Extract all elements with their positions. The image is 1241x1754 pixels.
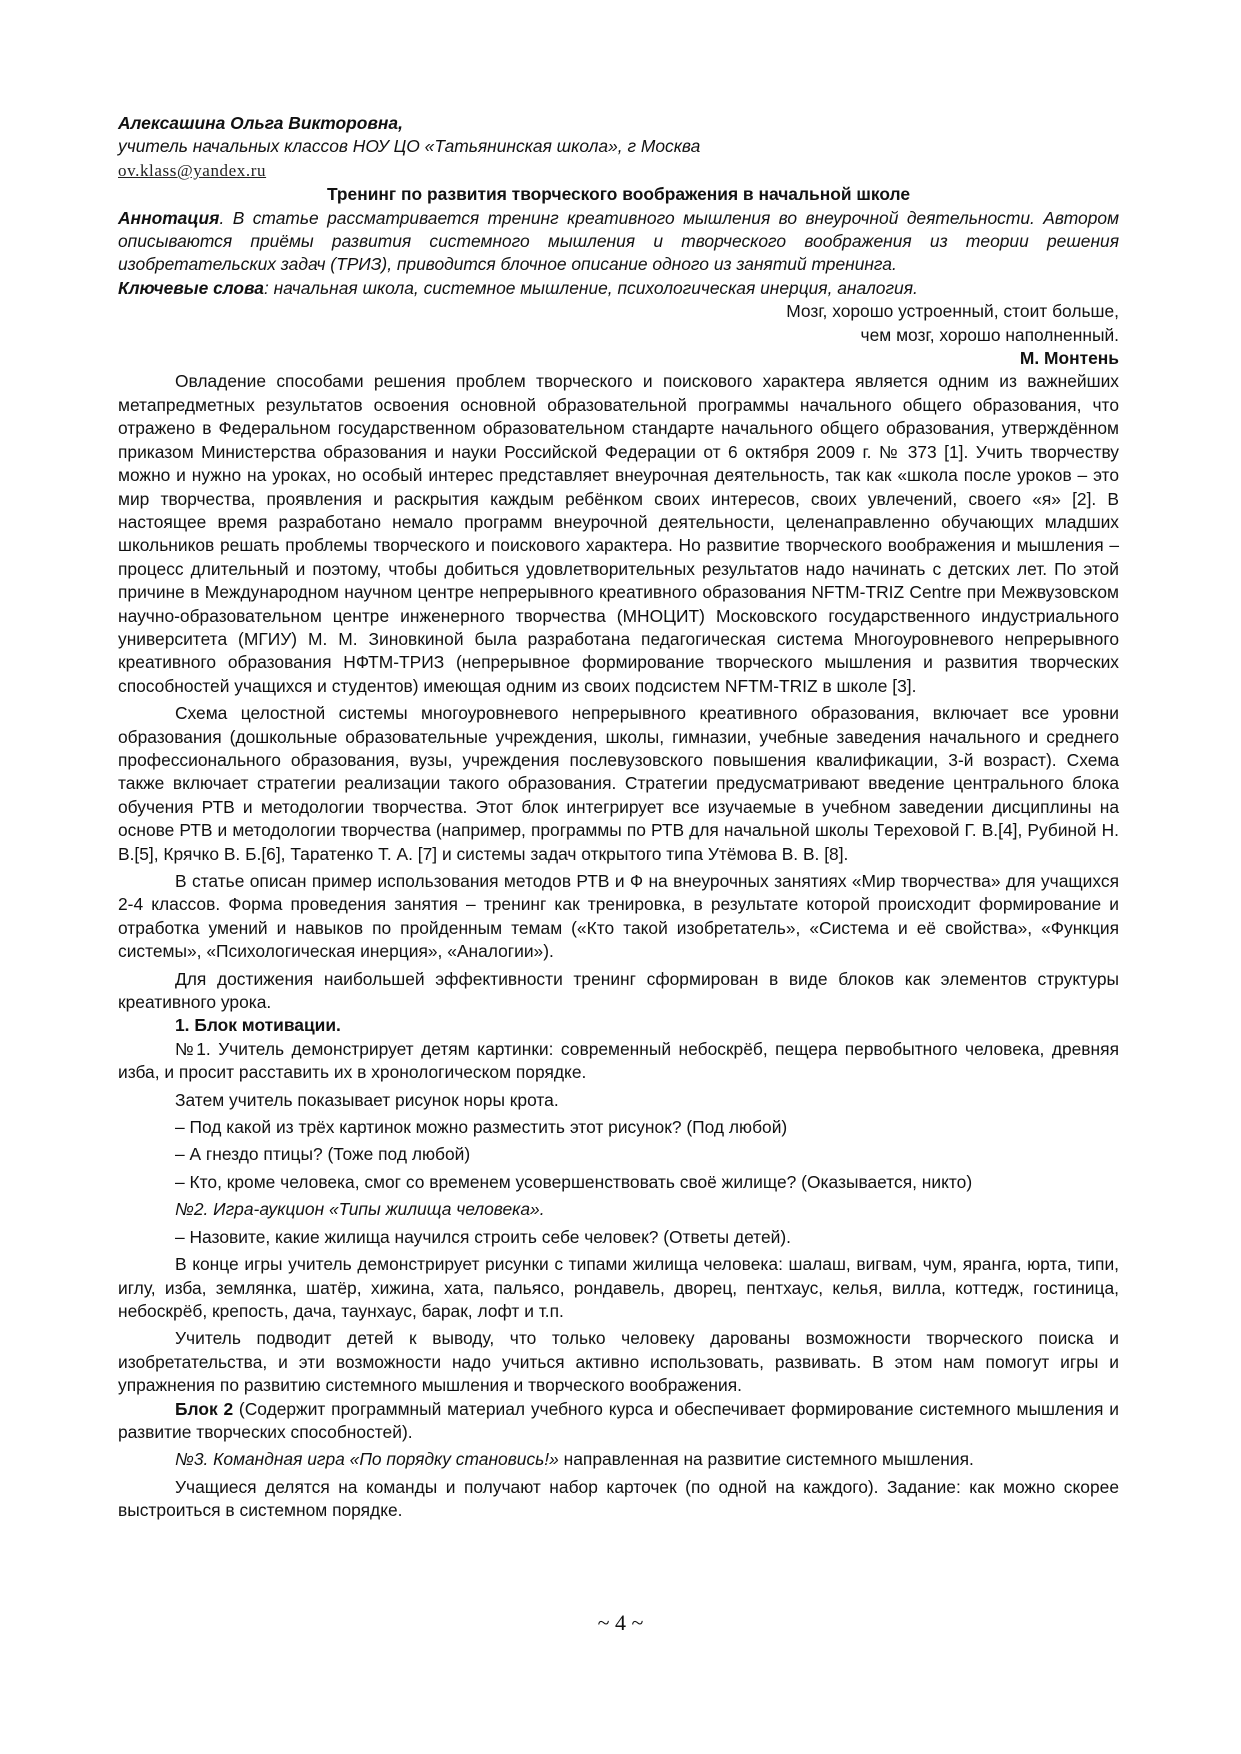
block2-text: (Содержит программный материал учебного курса и обеспечивает формирование системного мышления и развитие творческих способностей). — [118, 1398, 1119, 1442]
block2-item-3-title: №3. Командная игра «По порядку становись!» — [175, 1449, 559, 1470]
author-email-link[interactable]: ov.klass@yandex.ru — [118, 160, 267, 180]
author-name: Алексашина Ольга Викторовна, — [118, 113, 403, 133]
paragraph-3: В статье описан пример использования методов РТВ и Ф на внеурочных занятиях «Мир творчества» для учащихся 2-4 классов. Форма проведения занятия – тренинг как тренировка, в результате которой происходит формирование и отработка умений и навыков по пройденным темам («Кто такой изобретатель», «Система и её свойства», «Функция системы», «Психологическая инерция», «Аналогии»). — [118, 871, 1119, 962]
epigraph — [118, 300, 1119, 370]
epigraph-line-2: чем мозг, хорошо наполненный. — [860, 324, 1119, 345]
block1-dwelling-types: В конце игры учитель демонстрирует рисунки с типами жилища человека: шалаш, вигвам, чум, яранга, юрта, типи, иглу, изба, землянка, шатёр, хижина, хата, пальясо, рондавель, дворец, пентхаус, келья, вилла, коттедж, гостиница, небоскрёб, крепость, дача, таунхаус, барак, лофт и т.п. — [118, 1254, 1119, 1321]
block1-question-1: – Под какой из трёх картинок можно разместить этот рисунок? (Под любой) — [175, 1117, 788, 1138]
keywords-text: : начальная школа, системное мышление, психологическая инерция, аналогия. — [263, 277, 918, 298]
paragraph-1: Овладение способами решения проблем творческого и поискового характера является одним из важнейших метапредметных результатов освоения основной образовательной программы начального общего образования, что отражено в Федеральном государственном образовательном стандарте начального общего образования, утверждённом приказом Министерства образования и науки Российской Федерации от 6 октября 2009 г. № 373 [1]. Учить творчеству можно и нужно на уроках, но особый интерес представляет внеурочная деятельность, так как «школа после уроков – это мир творчества, проявления и раскрытия каждым ребёнком своих интересов, своих увлечений, своего «я» [2]. В настоящее время разработано немало программ внеурочной деятельности, целенаправленно обучающих младших школьников решать проблемы творческого и поискового характера. Но развитие творческого воображения и мышления – процесс длительный и поэтому, чтобы добиться удовлетворительных результатов надо начинать с детских лет. По этой причине в Международном научном центре непрерывного креативного образования NFTM-TRIZ Centre при Межвузовском научно-образовательном центре инженерного творчества (МНОЦИТ) Московского государственного индустриального университета (МГИУ) М. М. Зиновкиной была разработана педагогическая система Многоуровневого непрерывного креативного образования НФТМ-ТРИЗ (непрерывное формирование творческого мышления и развития творческих способностей учащихся и студентов) имеющая одним из своих подсистем NFTM-TRIZ в школе [3]. — [118, 371, 1119, 696]
block1-then: Затем учитель показывает рисунок норы крота. — [175, 1089, 559, 1110]
article-title: Тренинг по развития творческого воображения в начальной школе — [326, 184, 911, 205]
block2-item-3-rest: направленная на развитие системного мышления. — [558, 1449, 974, 1470]
block2-last-paragraph: Учащиеся делятся на команды и получают набор карточек (по одной на каждого). Задание: как можно скорее выстроиться в системном порядке. — [118, 1476, 1119, 1521]
author-position: учитель начальных классов НОУ ЦО «Татьянинская школа», г Москва — [118, 136, 701, 157]
keywords — [118, 277, 1119, 300]
block1-conclusion: Учитель подводит детей к выводу, что только человеку дарованы возможности творческого поиска и изобретательства, и эти возможности надо учиться активно использовать, развивать. В этом нам помогут игры и упражнения по развитию системного мышления и творческого воображения. — [118, 1328, 1119, 1396]
block2-label: Блок 2 — [175, 1398, 234, 1419]
page-number: ~ 4 ~ — [597, 1610, 644, 1635]
epigraph-author: М. Монтень — [1019, 348, 1119, 369]
keywords-label: Ключевые слова — [118, 277, 264, 298]
paragraph-4: Для достижения наибольшей эффективности тренинг сформирован в виде блоков как элементов структуры креативного урока. — [118, 968, 1119, 1013]
block1-question-2: – А гнездо птицы? (Тоже под любой) — [175, 1144, 471, 1165]
block1-question-3: – Кто, кроме человека, смог со временем усовершенствовать своё жилище? (Оказывается, никто) — [175, 1171, 973, 1192]
block2-item-3 — [118, 1448, 1119, 1471]
author-block — [118, 112, 1119, 182]
annotation — [118, 207, 1119, 277]
paragraph-2: Схема целостной системы многоуровневого непрерывного креативного образования, включает все уровни образования (дошкольные образовательные учреждения, школы, гимназии, учебные заведения начального и среднего профессионального образования, вузы, учреждения послевузовского повышения квалификации, 3-й возраст). Схема также включает стратегии реализации такого образования. Стратегии предусматривают введение центрального блока обучения РТВ и методологии творчества. Этот блок интегрирует все изучаемые в учебном заведении дисциплины на основе РТВ и методологии творчества (например, программы по РТВ для начальной школы Tереховой Г. В.[4], Рубиной Н. В.[5], Крячко В. Б.[6], Таратенко Т. А. [7] и системы задач открытого типа Утёмова В. В. [8]. — [118, 703, 1119, 864]
block2-intro — [118, 1398, 1119, 1445]
annotation-label: Аннотация — [118, 207, 220, 228]
block1-item-2: №2. Игра-аукцион «Типы жилища человека». — [175, 1199, 545, 1220]
annotation-text: . В статье рассматривается тренинг креативного мышления во внеурочной деятельности. Автором описываются приёмы развития системного мышления и творческого воображения из теории решения изобретательских задач (ТРИЗ), приводится блочное описание одного из занятий тренинга. — [118, 207, 1119, 275]
block1-question-4: – Назовите, какие жилища научился строить себе человек? (Ответы детей). — [175, 1226, 791, 1247]
block1-item-1: №1. Учитель демонстрирует детям картинки: современный небоскрёб, пещера первобытного человека, древняя изба, и просит расставить их в хронологическом порядке. — [118, 1038, 1119, 1083]
epigraph-line-1: Мозг, хорошо устроенный, стоит больше, — [786, 301, 1119, 322]
block1-heading: 1. Блок мотивации. — [175, 1015, 341, 1036]
